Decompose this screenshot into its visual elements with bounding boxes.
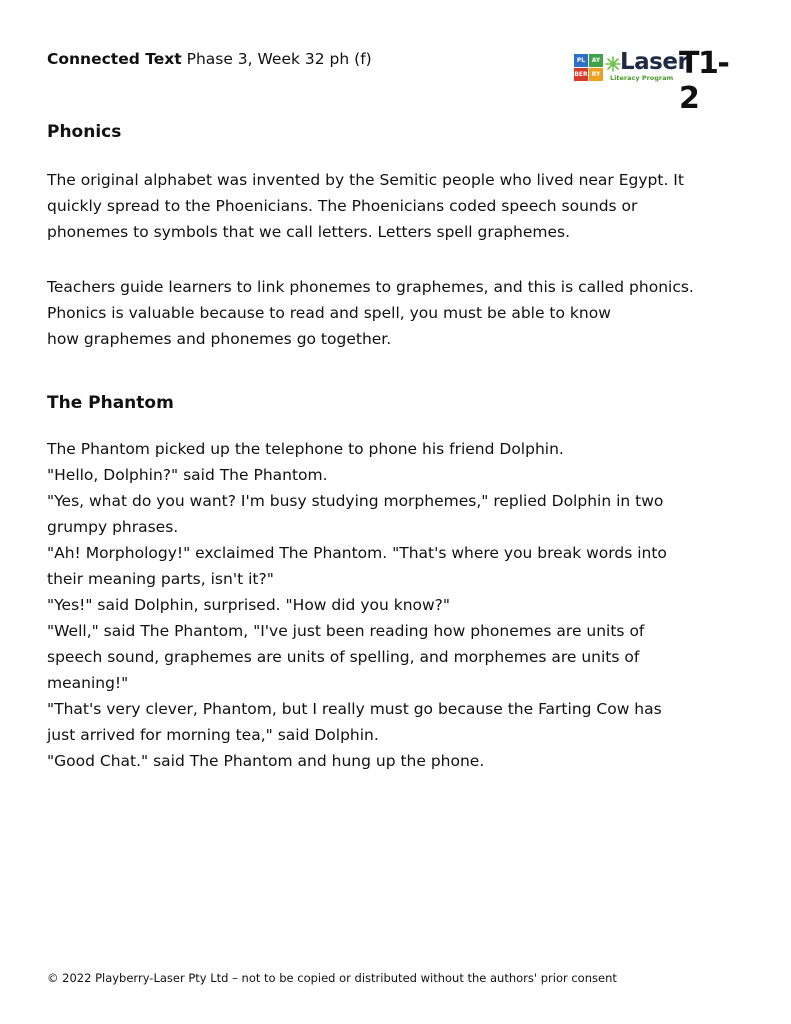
text-line: phonemes to symbols that we call letters. Letters spell graphemes. [47, 223, 571, 241]
story-line: The Phantom picked up the telephone to phone his friend Dolphin. [47, 440, 564, 458]
laser-logo [574, 46, 734, 116]
text-line: quickly spread to the Phoenicians. The Phoenicians coded speech sounds or [47, 197, 638, 215]
logo-tile: RY [589, 68, 603, 81]
phonics-heading: Phonics [47, 122, 122, 142]
laser-burst-icon [605, 56, 621, 72]
story-line: just arrived for morning tea," said Dolphin. [47, 726, 379, 744]
header-subtitle: Phase 3, Week 32 ph (f) [186, 50, 372, 68]
logo-tile: AY [589, 54, 603, 67]
text-line: how graphemes and phonemes go together. [47, 330, 392, 348]
story-line: grumpy phrases. [47, 518, 179, 536]
playberry-tiles-icon [574, 54, 604, 82]
phonics-paragraph-2 [47, 274, 747, 352]
story-line: "Good Chat." said The Phantom and hung up the phone. [47, 752, 485, 770]
phantom-story [47, 436, 747, 774]
text-line: Teachers guide learners to link phonemes to graphemes, and this is called phonics. [47, 278, 694, 296]
story-line: "Yes!" said Dolphin, surprised. "How did you know?" [47, 596, 451, 614]
logo-tile: PL [574, 54, 588, 67]
header-title: Connected Text [47, 50, 182, 68]
phantom-heading: The Phantom [47, 393, 174, 413]
copyright-footer: © 2022 Playberry-Laser Pty Ltd – not to be copied or distributed without the authors' prior consent [47, 971, 617, 985]
text-line: The original alphabet was invented by the Semitic people who lived near Egypt. It [47, 171, 684, 189]
story-line: "Yes, what do you want? I'm busy studying morphemes," replied Dolphin in two [47, 492, 664, 510]
story-line: their meaning parts, isn't it?" [47, 570, 274, 588]
logo-wordmark: Laser [620, 49, 689, 75]
story-line: "Hello, Dolphin?" said The Phantom. [47, 466, 328, 484]
story-line: meaning!" [47, 674, 129, 692]
story-line: speech sound, graphemes are units of spelling, and morphemes are units of [47, 648, 640, 666]
phonics-paragraph-1 [47, 167, 747, 245]
page-header [47, 50, 372, 68]
logo-level: T1-2 [679, 46, 729, 116]
logo-tile: BER [574, 68, 588, 81]
story-line: "Well," said The Phantom, "I've just been reading how phonemes are units of [47, 622, 645, 640]
story-line: "Ah! Morphology!" exclaimed The Phantom. "That's where you break words into [47, 544, 667, 562]
text-line: Phonics is valuable because to read and spell, you must be able to know [47, 304, 611, 322]
logo-subtitle: Literacy Program [610, 74, 674, 82]
story-line: "That's very clever, Phantom, but I really must go because the Farting Cow has [47, 700, 662, 718]
